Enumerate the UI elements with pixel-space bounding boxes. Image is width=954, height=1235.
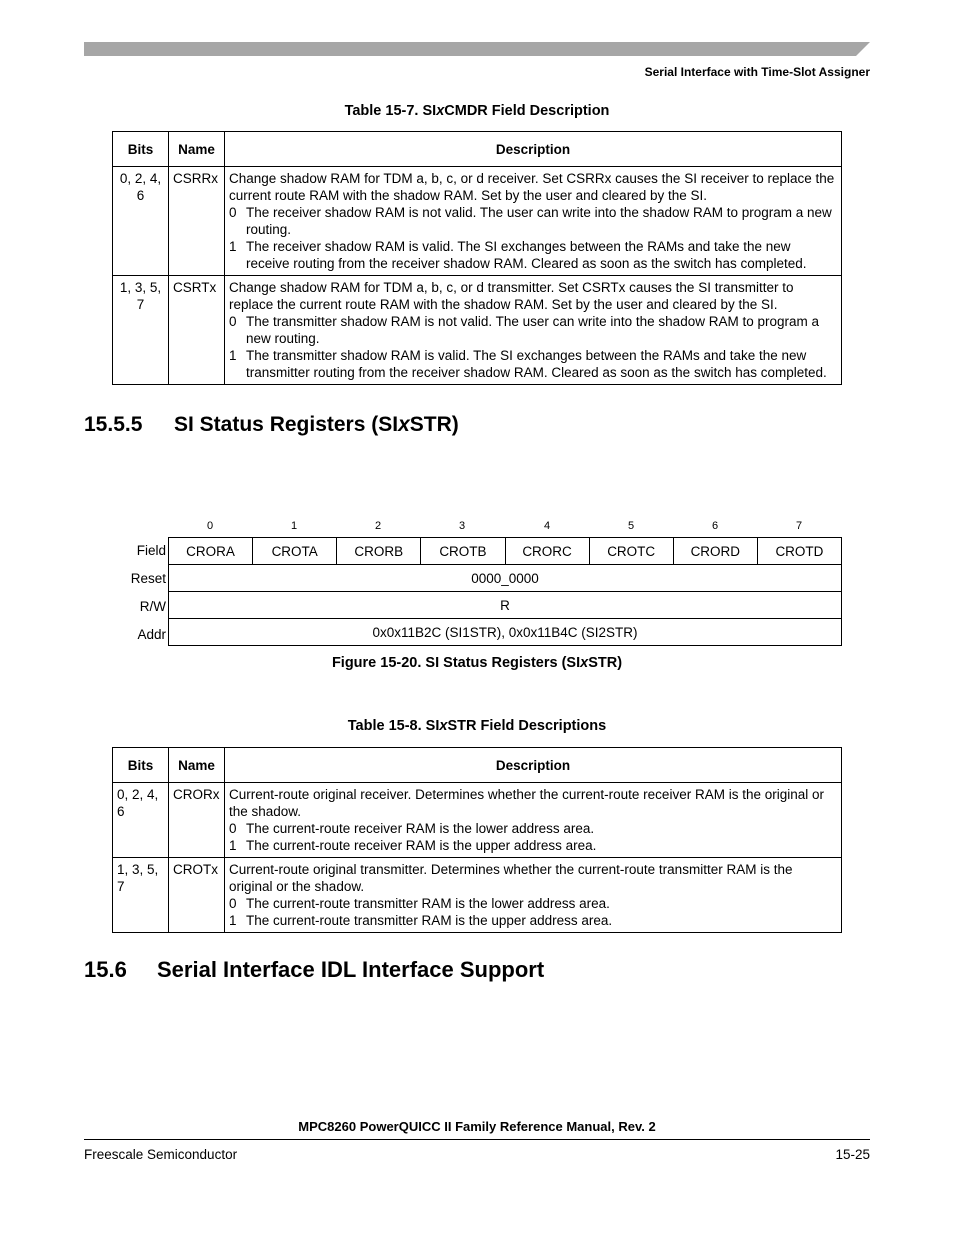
row-label-reset: Reset: [130, 571, 166, 586]
list-item: 1 The receiver shadow RAM is valid. The SI exchanges between the RAMs and take the new receive routing from the receiver shadow RAM. Cleared as soon as the switch has completed.: [229, 239, 807, 271]
register-field: CROTA: [253, 538, 337, 565]
row-label-addr: Addr: [137, 627, 166, 642]
footer-page-number: 15-25: [835, 1147, 870, 1162]
bit-number: 5: [627, 520, 635, 532]
row-label-field: Field: [136, 543, 166, 558]
description-cell: [225, 167, 842, 276]
table2: [112, 747, 842, 933]
register-rw-row: [169, 592, 842, 619]
register-rw-value: R: [169, 592, 842, 619]
list-item: 1 The transmitter shadow RAM is valid. The SI exchanges between the RAMs and take the new transmitter routing from the receiver shadow RAM. Cleared as soon as the switch has completed.: [229, 348, 827, 380]
name-cell: CROTx: [169, 858, 225, 933]
list-item: 0 The transmitter shadow RAM is not valid. The user can write into the shadow RAM to program a new routing.: [229, 314, 819, 346]
table1-header-description: Description: [225, 132, 842, 167]
footer-divider: [84, 1139, 870, 1140]
register-addr-row: [169, 619, 842, 646]
name-cell: CRORx: [169, 783, 225, 858]
table2-caption: Table 15-8. SIxSTR Field Descriptions: [347, 718, 607, 734]
register-field: CROTD: [757, 538, 841, 565]
table1-header-name: Name: [169, 132, 225, 167]
table2-header-bits: Bits: [113, 748, 169, 783]
register-field: CRORA: [169, 538, 253, 565]
register-field-row: [169, 538, 842, 565]
description-cell: [225, 276, 842, 385]
table1-header-row: [113, 132, 842, 167]
register-field: CRORC: [505, 538, 589, 565]
description-cell: [225, 783, 842, 858]
header-bar-graphic: [84, 42, 870, 56]
table-row: [113, 167, 842, 276]
register-addr-value: 0x0x11B2C (SI1STR), 0x0x11B4C (SI2STR): [169, 619, 842, 646]
bits-cell: 1, 3, 5, 7: [113, 276, 169, 385]
bit-number: 0: [206, 520, 214, 532]
list-item: 0 The receiver shadow RAM is not valid. The user can write into the shadow RAM to program a new routing.: [229, 205, 832, 237]
bit-number: 3: [458, 520, 466, 532]
name-cell: CSRTx: [169, 276, 225, 385]
section-heading-15-5-5: 15.5.5 SI Status Registers (SIxSTR): [84, 413, 459, 436]
table-row: [113, 783, 842, 858]
bit-number: 2: [374, 520, 382, 532]
table-row: [113, 276, 842, 385]
list-item: 0 The current-route transmitter RAM is the lower address area.: [229, 896, 610, 911]
table2-header-row: [113, 748, 842, 783]
description-text: Change shadow RAM for TDM a, b, c, or d receiver. Set CSRRx causes the SI receiver to replace the current route RAM with the shadow RAM. Set by the user and cleared by the SI.: [229, 171, 835, 203]
bit-number: 1: [290, 520, 298, 532]
bit-number: 7: [795, 520, 803, 532]
table2-header-description: Description: [225, 748, 842, 783]
table2-header-name: Name: [169, 748, 225, 783]
table-row: [113, 858, 842, 933]
register-field: CRORD: [673, 538, 757, 565]
description-text: Current-route original transmitter. Determines whether the current-route transmitter RAM is the original or the shadow.: [229, 862, 793, 894]
running-header: Serial Interface with Time-Slot Assigner: [644, 65, 870, 79]
bits-cell: 0, 2, 4, 6: [113, 783, 169, 858]
section-heading-15-6: 15.6 Serial Interface IDL Interface Support: [84, 957, 545, 982]
bits-cell: 1, 3, 5, 7: [113, 858, 169, 933]
row-label-rw: R/W: [139, 599, 166, 614]
figure-caption: Figure 15-20. SI Status Registers (SIxSTR): [331, 655, 623, 671]
description-cell: [225, 858, 842, 933]
name-cell: CSRRx: [169, 167, 225, 276]
register-field: CRORB: [337, 538, 421, 565]
description-text: Change shadow RAM for TDM a, b, c, or d transmitter. Set CSRTx causes the SI transmitter to replace the current route RAM with the shadow RAM. Set by the user and cleared by the SI.: [229, 280, 794, 312]
description-text: Current-route original receiver. Determines whether the current-route receiver RAM is the original or the shadow.: [229, 787, 824, 819]
bits-cell: 0, 2, 4, 6: [113, 167, 169, 276]
table1-caption: Table 15-7. SIxCMDR Field Description: [344, 103, 610, 119]
register-reset-value: 0000_0000: [169, 565, 842, 592]
register-reset-row: [169, 565, 842, 592]
table1: [112, 131, 842, 385]
bit-number: 4: [543, 520, 551, 532]
header-bar: [84, 42, 870, 56]
register-field: CROTB: [421, 538, 505, 565]
register-diagram: [168, 537, 842, 646]
list-item: 1 The current-route transmitter RAM is the upper address area.: [229, 913, 613, 928]
footer-company: Freescale Semiconductor: [84, 1147, 238, 1162]
register-field: CROTC: [589, 538, 673, 565]
bit-number: 6: [711, 520, 719, 532]
footer-manual-title: MPC8260 PowerQUICC II Family Reference Manual, Rev. 2: [298, 1119, 656, 1134]
list-item: 1 The current-route receiver RAM is the upper address area.: [229, 838, 597, 853]
list-item: 0 The current-route receiver RAM is the lower address area.: [229, 821, 595, 836]
table1-header-bits: Bits: [113, 132, 169, 167]
